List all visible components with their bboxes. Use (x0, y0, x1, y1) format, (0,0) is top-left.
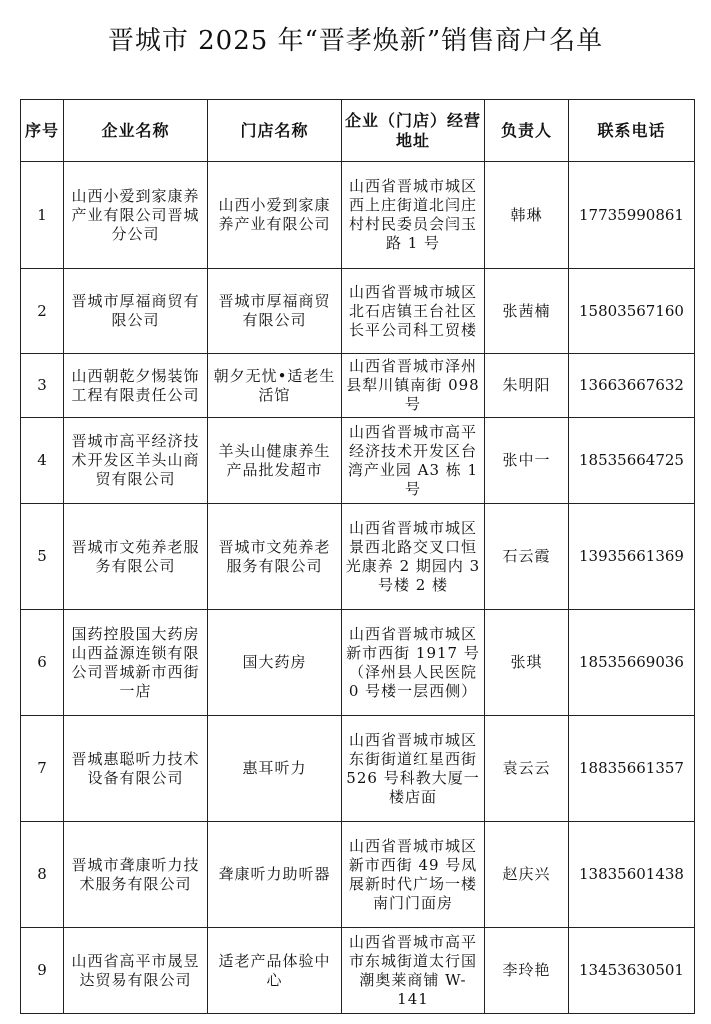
row-store: 朝夕无忧•适老生活馆 (208, 354, 342, 418)
row-index: 9 (21, 928, 64, 1014)
row-phone: 13835601438 (569, 822, 695, 928)
row-phone: 13935661369 (569, 504, 695, 610)
table-row (21, 418, 695, 504)
row-owner: 张中一 (485, 418, 569, 504)
row-index: 6 (21, 610, 64, 716)
row-company: 晋城惠聪听力技术设备有限公司 (64, 716, 208, 822)
row-index: 4 (21, 418, 64, 504)
table-row (21, 162, 695, 269)
row-store: 聋康听力助听器 (208, 822, 342, 928)
row-store: 适老产品体验中心 (208, 928, 342, 1014)
table-row (21, 269, 695, 354)
row-phone: 13663667632 (569, 354, 695, 418)
row-index: 7 (21, 716, 64, 822)
table-row (21, 504, 695, 610)
row-address: 山西省晋城市城区北石店镇王台社区长平公司科工贸楼 (342, 269, 485, 354)
row-owner: 袁云云 (485, 716, 569, 822)
row-address: 山西省晋城市城区西上庄街道北闫庄村村民委员会闫玉路 1 号 (342, 162, 485, 269)
row-address: 山西省晋城市城区景西北路交叉口恒光康养 2 期园内 3 号楼 2 楼 (342, 504, 485, 610)
row-address: 山西省晋城市城区新市西街 49 号凤展新时代广场一楼南门门面房 (342, 822, 485, 928)
row-owner: 李玲艳 (485, 928, 569, 1014)
row-phone: 18835661357 (569, 716, 695, 822)
row-index: 3 (21, 354, 64, 418)
row-owner: 张琪 (485, 610, 569, 716)
row-company: 山西朝乾夕惕装饰工程有限责任公司 (64, 354, 208, 418)
row-owner: 朱明阳 (485, 354, 569, 418)
row-address: 山西省晋城市城区东街街道红星西街 526 号科教大厦一楼店面 (342, 716, 485, 822)
table-row (21, 354, 695, 418)
row-phone: 15803567160 (569, 269, 695, 354)
table-row (21, 610, 695, 716)
table-row (21, 822, 695, 928)
row-owner: 石云霞 (485, 504, 569, 610)
row-company: 晋城市文苑养老服务有限公司 (64, 504, 208, 610)
table-header-row (21, 100, 695, 162)
header-address: 企业（门店）经营地址 (342, 100, 485, 162)
row-address: 山西省晋城市泽州县犁川镇南街 098 号 (342, 354, 485, 418)
row-address: 山西省晋城市高平经济技术开发区台湾产业园 A3 栋 1 号 (342, 418, 485, 504)
header-index: 序号 (21, 100, 64, 162)
row-company: 山西小爱到家康养产业有限公司晋城分公司 (64, 162, 208, 269)
header-store: 门店名称 (208, 100, 342, 162)
merchant-table (20, 99, 695, 1014)
row-index: 5 (21, 504, 64, 610)
header-phone: 联系电话 (569, 100, 695, 162)
row-address: 山西省晋城市高平市东城街道太行国潮奥莱商铺 W-141 (342, 928, 485, 1014)
row-company: 晋城市聋康听力技术服务有限公司 (64, 822, 208, 928)
row-address: 山西省晋城市城区新市西街 1917 号（泽州县人民医院 0 号楼一层西侧） (342, 610, 485, 716)
row-phone: 18535664725 (569, 418, 695, 504)
row-owner: 张茜楠 (485, 269, 569, 354)
row-phone: 13453630501 (569, 928, 695, 1014)
row-index: 8 (21, 822, 64, 928)
row-owner: 韩琳 (485, 162, 569, 269)
header-company: 企业名称 (64, 100, 208, 162)
row-phone: 17735990861 (569, 162, 695, 269)
row-phone: 18535669036 (569, 610, 695, 716)
row-store: 羊头山健康养生产品批发超市 (208, 418, 342, 504)
row-company: 晋城市高平经济技术开发区羊头山商贸有限公司 (64, 418, 208, 504)
row-store: 国大药房 (208, 610, 342, 716)
table-row (21, 716, 695, 822)
row-company: 山西省高平市晟昱达贸易有限公司 (64, 928, 208, 1014)
row-owner: 赵庆兴 (485, 822, 569, 928)
row-index: 2 (21, 269, 64, 354)
header-owner: 负责人 (485, 100, 569, 162)
table-row (21, 928, 695, 1014)
row-index: 1 (21, 162, 64, 269)
row-company: 晋城市厚福商贸有限公司 (64, 269, 208, 354)
row-store: 山西小爱到家康养产业有限公司 (208, 162, 342, 269)
row-store: 惠耳听力 (208, 716, 342, 822)
row-store: 晋城市厚福商贸有限公司 (208, 269, 342, 354)
row-company: 国药控股国大药房山西益源连锁有限公司晋城新市西街一店 (64, 610, 208, 716)
row-store: 晋城市文苑养老服务有限公司 (208, 504, 342, 610)
page-title: 晋城市 2025 年“晋孝焕新”销售商户名单 (107, 26, 604, 56)
